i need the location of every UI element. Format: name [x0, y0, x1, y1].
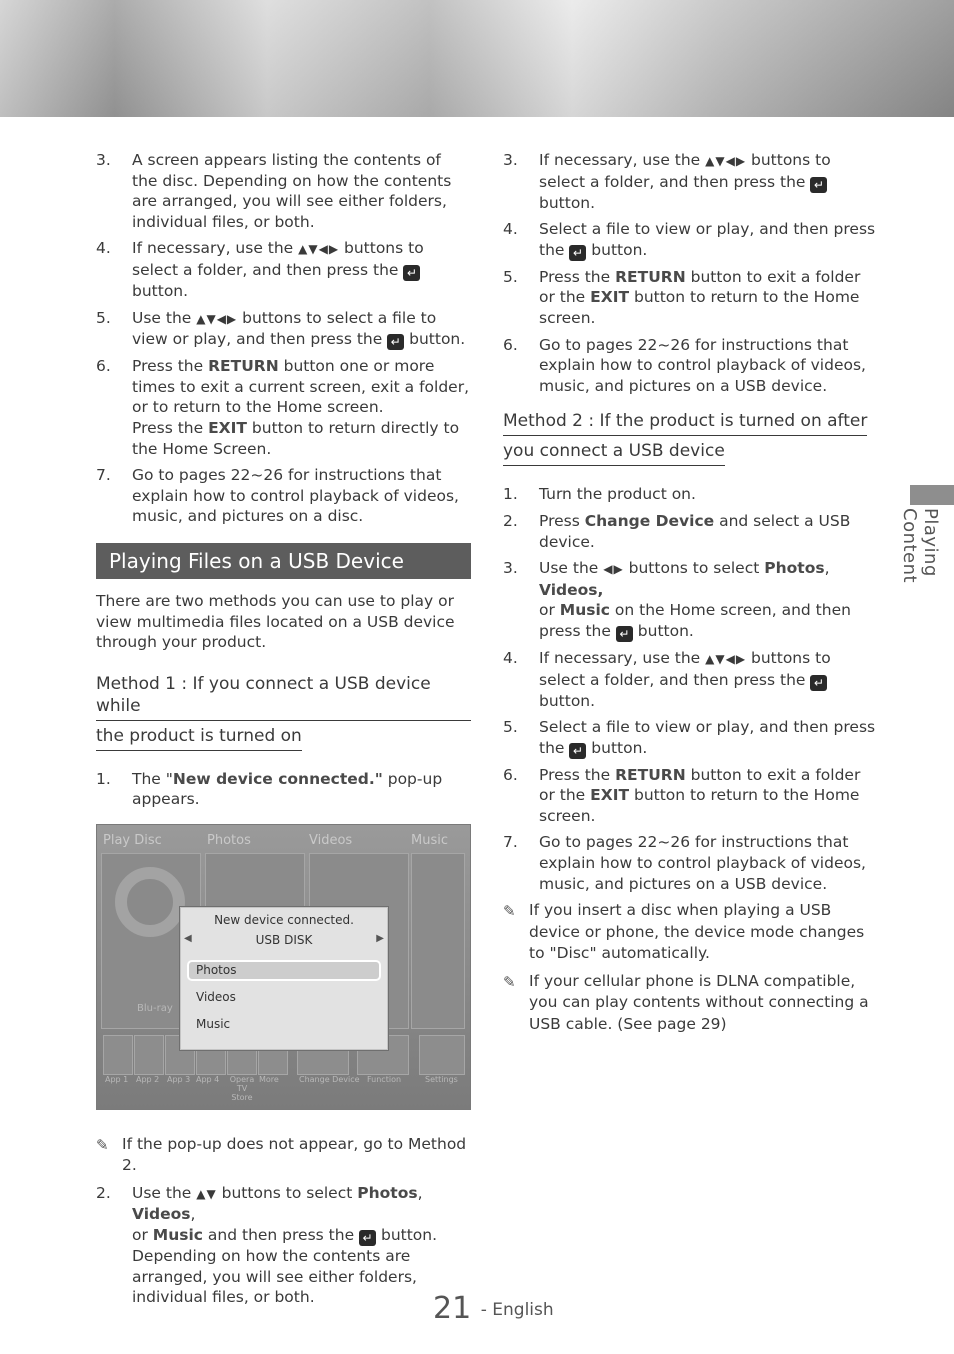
key-photos: Photos — [357, 1183, 418, 1202]
step-number: 3. — [503, 559, 518, 578]
step-1-method1 — [96, 769, 471, 810]
header-banner — [0, 0, 954, 117]
step-text: button. — [586, 240, 648, 259]
step-6-method2 — [503, 765, 878, 827]
step-text: buttons to select — [216, 1183, 358, 1202]
chevron-right-icon[interactable]: ▶ — [376, 932, 384, 944]
step-text: , — [417, 1183, 423, 1202]
step-6-right — [503, 335, 878, 397]
step-text: Go to pages 22~26 for instructions that explain how to control playback of videos, music, and pictures on a USB device. — [539, 335, 866, 395]
step-text: button to exit a folder or the — [539, 267, 861, 307]
step-text: button. — [632, 621, 694, 640]
step-number: 3. — [503, 151, 518, 169]
step-3-right — [503, 150, 878, 213]
popup-item-music[interactable]: Music — [196, 1016, 231, 1031]
step-2-method1 — [96, 1183, 471, 1308]
music-tile — [411, 853, 465, 1029]
step-text: or — [132, 1226, 153, 1245]
pencil-note-icon: ✎ — [503, 972, 516, 991]
method-2-title — [503, 410, 878, 470]
step-text: , — [190, 1205, 196, 1224]
side-tab-marker — [910, 485, 954, 505]
section-title: Playing Files on a USB Device — [96, 543, 471, 579]
note-text: If the pop-up does not appear, go to Method 2. — [122, 1134, 467, 1175]
enter-button-icon: ↵ — [387, 334, 404, 350]
arrow-buttons-icon: ▲▼◀▶ — [705, 154, 747, 168]
step-text: Press — [539, 511, 585, 530]
step-text: button. — [376, 1226, 438, 1245]
step-number: 5. — [503, 267, 518, 286]
enter-button-icon: ↵ — [810, 675, 827, 691]
step-text: Depending on how the contents are arranged, you will see either folders, individual files, or both. — [132, 1247, 417, 1307]
key-exit: EXIT — [208, 418, 247, 437]
method-2-line-1: Method 2 : If the product is turned on after — [503, 410, 867, 436]
step-text: buttons to select a folder, and then press the — [132, 239, 424, 279]
step-text: The " — [132, 769, 173, 788]
key-new-device: New device connected." — [172, 769, 383, 788]
step-number: 7. — [96, 466, 111, 485]
step-text: Use the — [539, 559, 604, 578]
step-text: A screen appears listing the contents of the disc. Depending on how the contents are arranged, you will see either folders, individual files, or both. — [132, 151, 452, 231]
popup-device-name: USB DISK — [255, 932, 313, 947]
step-text: Use the — [132, 308, 197, 327]
app-tile — [134, 1035, 164, 1075]
arrow-buttons-icon: ▲▼◀▶ — [196, 311, 238, 326]
app-caption: Function — [367, 1074, 402, 1084]
step-number: 1. — [503, 485, 518, 504]
step-4-right — [503, 219, 878, 261]
side-tab-label: Playing Content — [899, 508, 941, 584]
key-music: Music — [559, 601, 610, 620]
step-number: 4. — [503, 220, 518, 239]
app-caption: Settings — [425, 1074, 458, 1084]
step-text: pop-up appears. — [132, 769, 443, 809]
step-text: Press the — [132, 357, 209, 376]
method-1-line-2: the product is turned on — [96, 725, 302, 751]
step-text: , — [824, 559, 830, 578]
note-text: If you insert a disc when playing a USB device or phone, the device mode changes to "Disc" automatically. — [529, 901, 865, 963]
key-exit: EXIT — [590, 288, 630, 307]
app-caption: App 3 — [167, 1074, 191, 1084]
step-number: 4. — [96, 239, 111, 258]
step-number: 5. — [503, 718, 518, 737]
step-text: button. — [539, 193, 596, 212]
popup-item-photos[interactable]: Photos — [196, 962, 237, 977]
step-number: 1. — [96, 769, 111, 788]
page-footer — [433, 1291, 554, 1326]
step-number: 7. — [503, 833, 518, 852]
left-column — [96, 150, 471, 1314]
enter-button-icon: ↵ — [616, 626, 633, 642]
app-tile — [103, 1035, 133, 1075]
step-text: button to return directly to the Home Screen. — [132, 418, 460, 458]
step-text: If necessary, use the — [132, 239, 299, 258]
app-caption: More — [259, 1074, 279, 1084]
note-dlna — [503, 971, 878, 1036]
step-text: on the Home screen, and then press the — [539, 601, 851, 640]
step-text: button. — [132, 281, 189, 300]
step-text: button one or more times to exit a current screen, exit a folder, or to return to the Home screen. — [132, 357, 469, 417]
step-text: If necessary, use the — [539, 648, 706, 667]
key-photos: Photos — [764, 559, 825, 578]
enter-button-icon: ↵ — [403, 265, 420, 281]
pencil-note-icon: ✎ — [96, 1135, 109, 1154]
step-number: 6. — [96, 357, 111, 376]
step-number: 3. — [96, 151, 111, 169]
enter-button-icon: ↵ — [359, 1230, 376, 1246]
step-text: Press the — [132, 418, 209, 437]
disc-icon — [115, 867, 185, 937]
key-videos: Videos, — [539, 580, 604, 599]
enter-button-icon: ↵ — [569, 743, 586, 759]
step-number: 2. — [96, 1183, 111, 1202]
key-music: Music — [152, 1226, 203, 1245]
key-exit: EXIT — [590, 786, 630, 805]
pencil-note-icon: ✎ — [503, 902, 516, 921]
step-2-method2 — [503, 511, 878, 552]
step-text: Go to pages 22~26 for instructions that explain how to control playback of videos, music, and pictures on a USB device. — [539, 833, 866, 893]
screen-tab-videos: Videos — [309, 832, 353, 848]
step-1-method2 — [503, 484, 878, 505]
chevron-left-icon[interactable]: ◀ — [184, 932, 192, 944]
step-number: 2. — [503, 511, 518, 530]
step-4-method2 — [503, 648, 878, 711]
step-number: 6. — [503, 335, 518, 354]
step-text: button to exit a folder or the — [539, 765, 861, 805]
step-number: 6. — [503, 765, 518, 784]
method-1-title — [96, 673, 471, 755]
arrow-buttons-icon: ▲▼◀▶ — [705, 651, 747, 666]
enter-button-icon: ↵ — [569, 245, 586, 261]
step-text: Turn the product on. — [539, 485, 696, 504]
step-text: button to return to the Home screen. — [539, 288, 860, 327]
method-2-line-2: you connect a USB device — [503, 440, 725, 466]
disc-caption: Blu-ray — [137, 1002, 173, 1014]
enter-button-icon: ↵ — [810, 177, 827, 193]
key-return: RETURN — [208, 357, 279, 376]
step-text: buttons to select a folder, and then press the — [539, 151, 831, 191]
key-videos: Videos — [132, 1205, 191, 1224]
step-7-left — [96, 465, 471, 527]
note-disc-mode — [503, 900, 878, 965]
step-text: Press the — [539, 267, 616, 286]
step-5-method2 — [503, 717, 878, 759]
step-text: button to return to the Home screen. — [539, 786, 860, 825]
arrow-buttons-icon: ◀▶ — [603, 562, 624, 577]
step-text: button. — [539, 691, 596, 710]
key-return: RETURN — [615, 267, 686, 286]
step-text: Press the — [539, 765, 616, 784]
app-caption: Change Device — [299, 1074, 360, 1084]
step-4-left — [96, 238, 471, 301]
step-text: buttons to select a file to view or play, and then press the — [132, 308, 437, 349]
step-number: 5. — [96, 308, 111, 327]
method-1-line-1: Method 1 : If you connect a USB device while — [96, 673, 471, 721]
app-caption: App 4 — [196, 1074, 220, 1084]
right-column — [503, 150, 878, 1041]
settings-tile — [419, 1035, 465, 1075]
new-device-popup — [180, 907, 388, 1050]
step-3-left — [96, 150, 471, 232]
step-text: or — [539, 601, 560, 620]
step-5-left — [96, 308, 471, 351]
step-text: Select a file to view or play, and then press the — [539, 220, 876, 259]
step-text: buttons to select a folder, and then press the — [539, 648, 831, 689]
step-text: button. — [586, 738, 648, 757]
screen-tab-photos: Photos — [207, 832, 251, 848]
step-text: and select a USB device. — [539, 511, 851, 551]
step-text: and then press the — [202, 1226, 360, 1245]
step-3-method2 — [503, 558, 878, 642]
step-text: Use the — [132, 1183, 197, 1202]
app-caption: Opera TV Store — [229, 1074, 255, 1102]
intro-paragraph: There are two methods you can use to play or view multimedia files located on a USB device through your product. — [96, 591, 455, 652]
step-number: 4. — [503, 648, 518, 667]
step-5-right — [503, 267, 878, 329]
step-text: Select a file to view or play, and then press the — [539, 718, 876, 757]
step-text: buttons to select — [623, 559, 765, 578]
step-text: Go to pages 22~26 for instructions that explain how to control playback of videos, music, and pictures on a disc. — [132, 466, 459, 526]
screen-tab-play-disc: Play Disc — [103, 832, 162, 848]
key-return: RETURN — [615, 765, 686, 784]
popup-title: New device connected. — [214, 912, 354, 927]
arrow-buttons-icon: ▲▼ — [196, 1186, 217, 1201]
screen-tab-music: Music — [411, 832, 448, 848]
page-language: - English — [480, 1300, 554, 1320]
tv-screen-illustration — [96, 824, 471, 1110]
note-text: If your cellular phone is DLNA compatible, you can play contents without connecting a USB cable. (See page 29) — [529, 971, 869, 1033]
key-change-device: Change Device — [584, 511, 715, 530]
step-text: button. — [404, 330, 466, 349]
note-popup — [96, 1134, 471, 1177]
step-6-left — [96, 356, 471, 459]
step-7-method2 — [503, 832, 878, 894]
app-caption: App 2 — [136, 1074, 160, 1084]
popup-item-videos[interactable]: Videos — [196, 989, 236, 1004]
app-caption: App 1 — [105, 1074, 129, 1084]
arrow-buttons-icon: ▲▼◀▶ — [298, 242, 340, 257]
page-number: 21 — [433, 1291, 472, 1326]
step-text: If necessary, use the — [539, 151, 706, 169]
